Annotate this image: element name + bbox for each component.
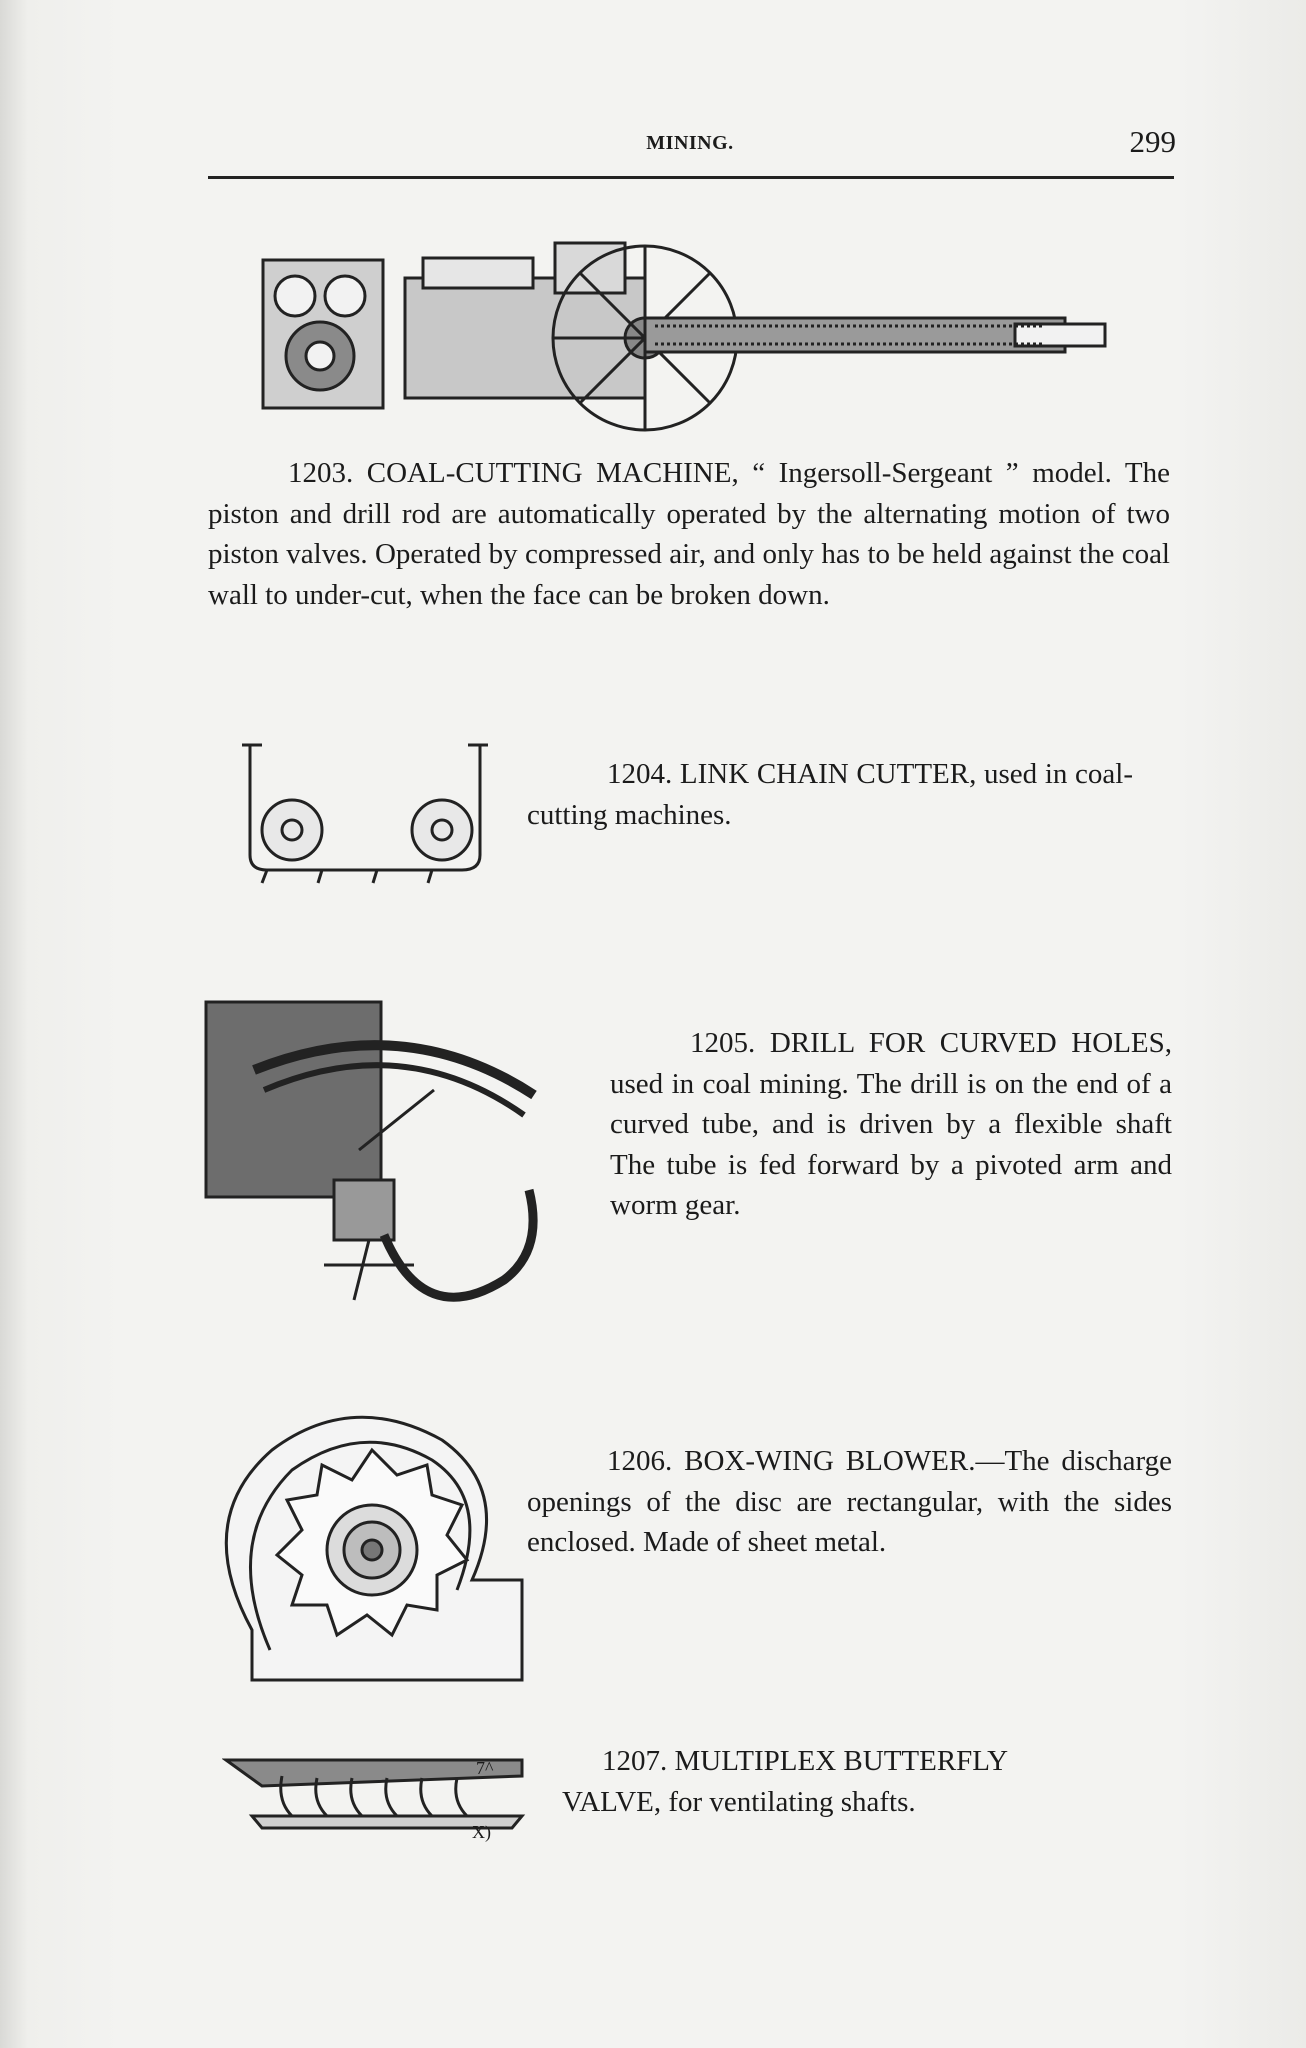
- box-wing-blower-figure: [212, 1400, 532, 1690]
- entry-1203-text: COAL-CUTTING MACHINE, “ Ingersoll-Sergeant ” model. The piston and drill rod are automatically operated by the alternating motion of two piston valves. Operated by compressed air, and only has to be held against the coal wall to under-cut, when the face can be broken down.: [208, 457, 1170, 611]
- entry-1206-text: BOX-WING BLOWER.—The discharge openings of the disc are rectangular, with the sides enclosed. Made of sheet metal.: [527, 1445, 1173, 1558]
- entry-1204-text: LINK CHAIN CUTTER, used in coal-cutting machines.: [527, 758, 1134, 831]
- coal-cutting-machine-figure: [255, 238, 1115, 438]
- header-rule: [208, 176, 1174, 179]
- entry-1207-text: MULTIPLEX BUTTERFLY VALVE, for ventilating shafts.: [562, 1745, 1007, 1818]
- entry-1205-text: DRILL FOR CURVED HOLES, used in coal mining. The drill is on the end of a curved tube, and is driven by a flexible shaft The tube is fed forward by a pivoted arm and worm gear.: [610, 1027, 1172, 1221]
- entry-1206-number: 1206.: [607, 1445, 673, 1477]
- entry-1206: [527, 1441, 1172, 1563]
- entry-1207: [562, 1741, 1102, 1822]
- entry-1205-number: 1205.: [690, 1027, 756, 1059]
- valve-figure-mark-bottom: X): [472, 1822, 491, 1842]
- valve-figure-mark-top: 7^: [476, 1758, 494, 1778]
- entry-1207-number: 1207.: [602, 1745, 668, 1777]
- running-header: MINING.: [646, 132, 734, 154]
- curved-hole-drill-figure: [204, 1000, 584, 1330]
- entry-1205: [610, 1023, 1172, 1226]
- entry-1204: [527, 754, 1133, 835]
- entry-1204-number: 1204.: [607, 758, 673, 790]
- entry-1203: [208, 453, 1170, 615]
- entry-1203-number: 1203.: [288, 457, 354, 489]
- page-number: 299: [1129, 124, 1176, 159]
- link-chain-cutter-figure: [232, 735, 492, 885]
